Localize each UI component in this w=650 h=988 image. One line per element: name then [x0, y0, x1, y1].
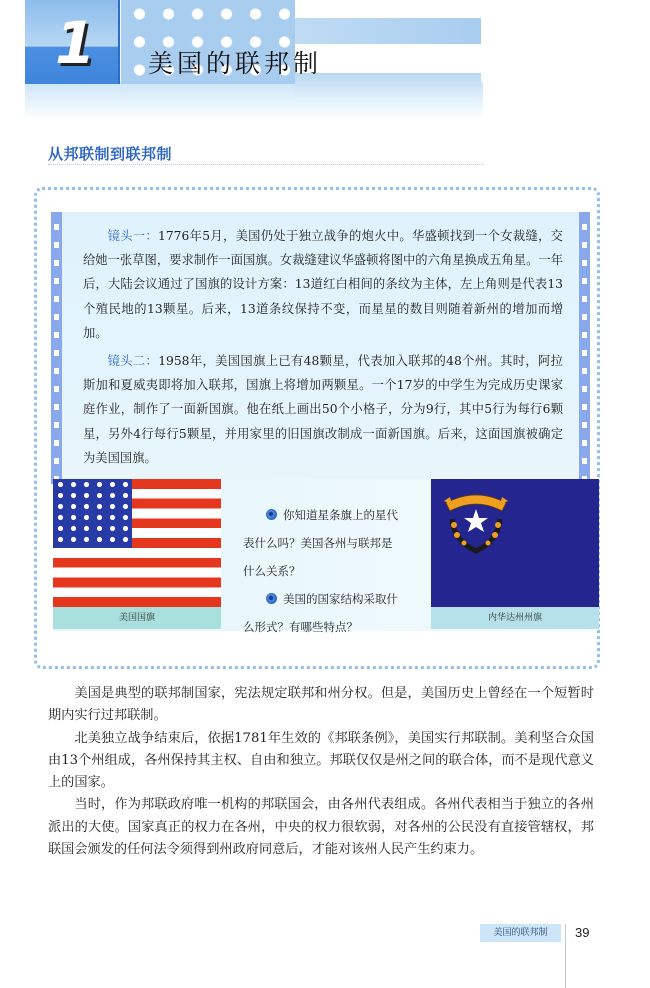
- scene-1-text: 1776年5月，美国仍处于独立战争的炮火中。华盛顿找到一个女裁缝，交给她一张草图，要求制作一面国旗。女裁缝建议华盛顿将图中的六角星换成五角星。一年后，大陆会议通过了国旗的设计方案：13道红白相间的条纹为主体，左上角则是代表13个殖民地的13颗星。后来，13道条纹保持不变，而星星的数目则随着新州的增加而增加。: [83, 229, 563, 340]
- bullet-icon: [266, 509, 277, 520]
- nevada-flag-caption: 内华达州州旗: [431, 607, 599, 629]
- us-flag-caption: 美国国旗: [53, 607, 221, 629]
- bullet-icon: [266, 593, 277, 604]
- body-text: [48, 683, 594, 861]
- discussion-questions: [243, 501, 403, 641]
- film-perforation-right: [579, 212, 590, 484]
- header-stripe: [295, 73, 481, 99]
- section-heading: 从邦联制到联邦制: [48, 145, 173, 163]
- feature-box: [34, 187, 600, 669]
- chapter-header: [0, 0, 650, 120]
- scene-2: [83, 349, 563, 470]
- film-strip-panel: [53, 212, 590, 484]
- running-title: 美国的联邦制: [480, 924, 561, 942]
- paragraph: 美国是典型的联邦制国家，宪法规定联邦和州分权。但是，美国历史上曾经在一个短暂时期内实行过邦联制。: [48, 686, 594, 724]
- flag-row: [53, 479, 590, 634]
- scene-1: [83, 224, 563, 345]
- question-item: 你知道星条旗上的星代表什么吗？美国各州与联邦是什么关系？: [243, 508, 398, 578]
- film-perforation-left: [51, 212, 62, 484]
- nevada-flag-figure: [431, 479, 599, 629]
- scene-2-label: 镜头二：: [107, 354, 159, 369]
- scene-1-label: 镜头一：: [107, 229, 159, 243]
- header-stripe: [295, 18, 481, 44]
- us-flag-stars-icon: [53, 479, 132, 548]
- paragraph: 北美独立战争结束后，依据1781年生效的《邦联条例》，美国实行邦联制。美利坚合众国由13个州组成，各州保持其主权、自由和独立。邦联仅仅是州之间的联合体，而不是现代意义上的国家。: [48, 730, 594, 791]
- lesson-title: 美国的联邦制: [148, 49, 323, 78]
- nevada-flag-field: [431, 479, 599, 607]
- scene-text: [83, 224, 563, 470]
- footer-rule: [565, 924, 566, 988]
- us-flag-figure: [53, 479, 221, 629]
- paragraph: 当时，作为邦联政府唯一机构的邦联国会，由各州代表组成。各州代表相当于独立的各州派出的大使。国家真正的权力在各州，中央的权力很软弱，对各州的公民没有直接管辖权，邦联国会颁发的任何法令须得到州政府同意后，才能对该州人民产生约束力。: [48, 797, 594, 858]
- question-item: 美国的国家结构采取什么形式？有哪些特点？: [243, 592, 398, 634]
- page-number: 39: [575, 925, 590, 940]
- nevada-emblem-icon: [440, 489, 512, 561]
- lesson-number: 1: [55, 9, 96, 77]
- scene-2-text: 1958年，美国国旗上已有48颗星，代表加入联邦的48个州。其时，阿拉斯加和夏威夷即将加入联邦，国旗上将增加两颗星。一个17岁的中学生为完成历史课家庭作业，制作了一面新国旗。他在纸上画出50个小格子，分为9行，其中5行为每行6颗星，另外4行每行5颗星，并用家里的旧国旗改制成一面新国旗。后来，这面国旗被确定为美国国旗。: [83, 354, 563, 465]
- divider: [48, 164, 484, 165]
